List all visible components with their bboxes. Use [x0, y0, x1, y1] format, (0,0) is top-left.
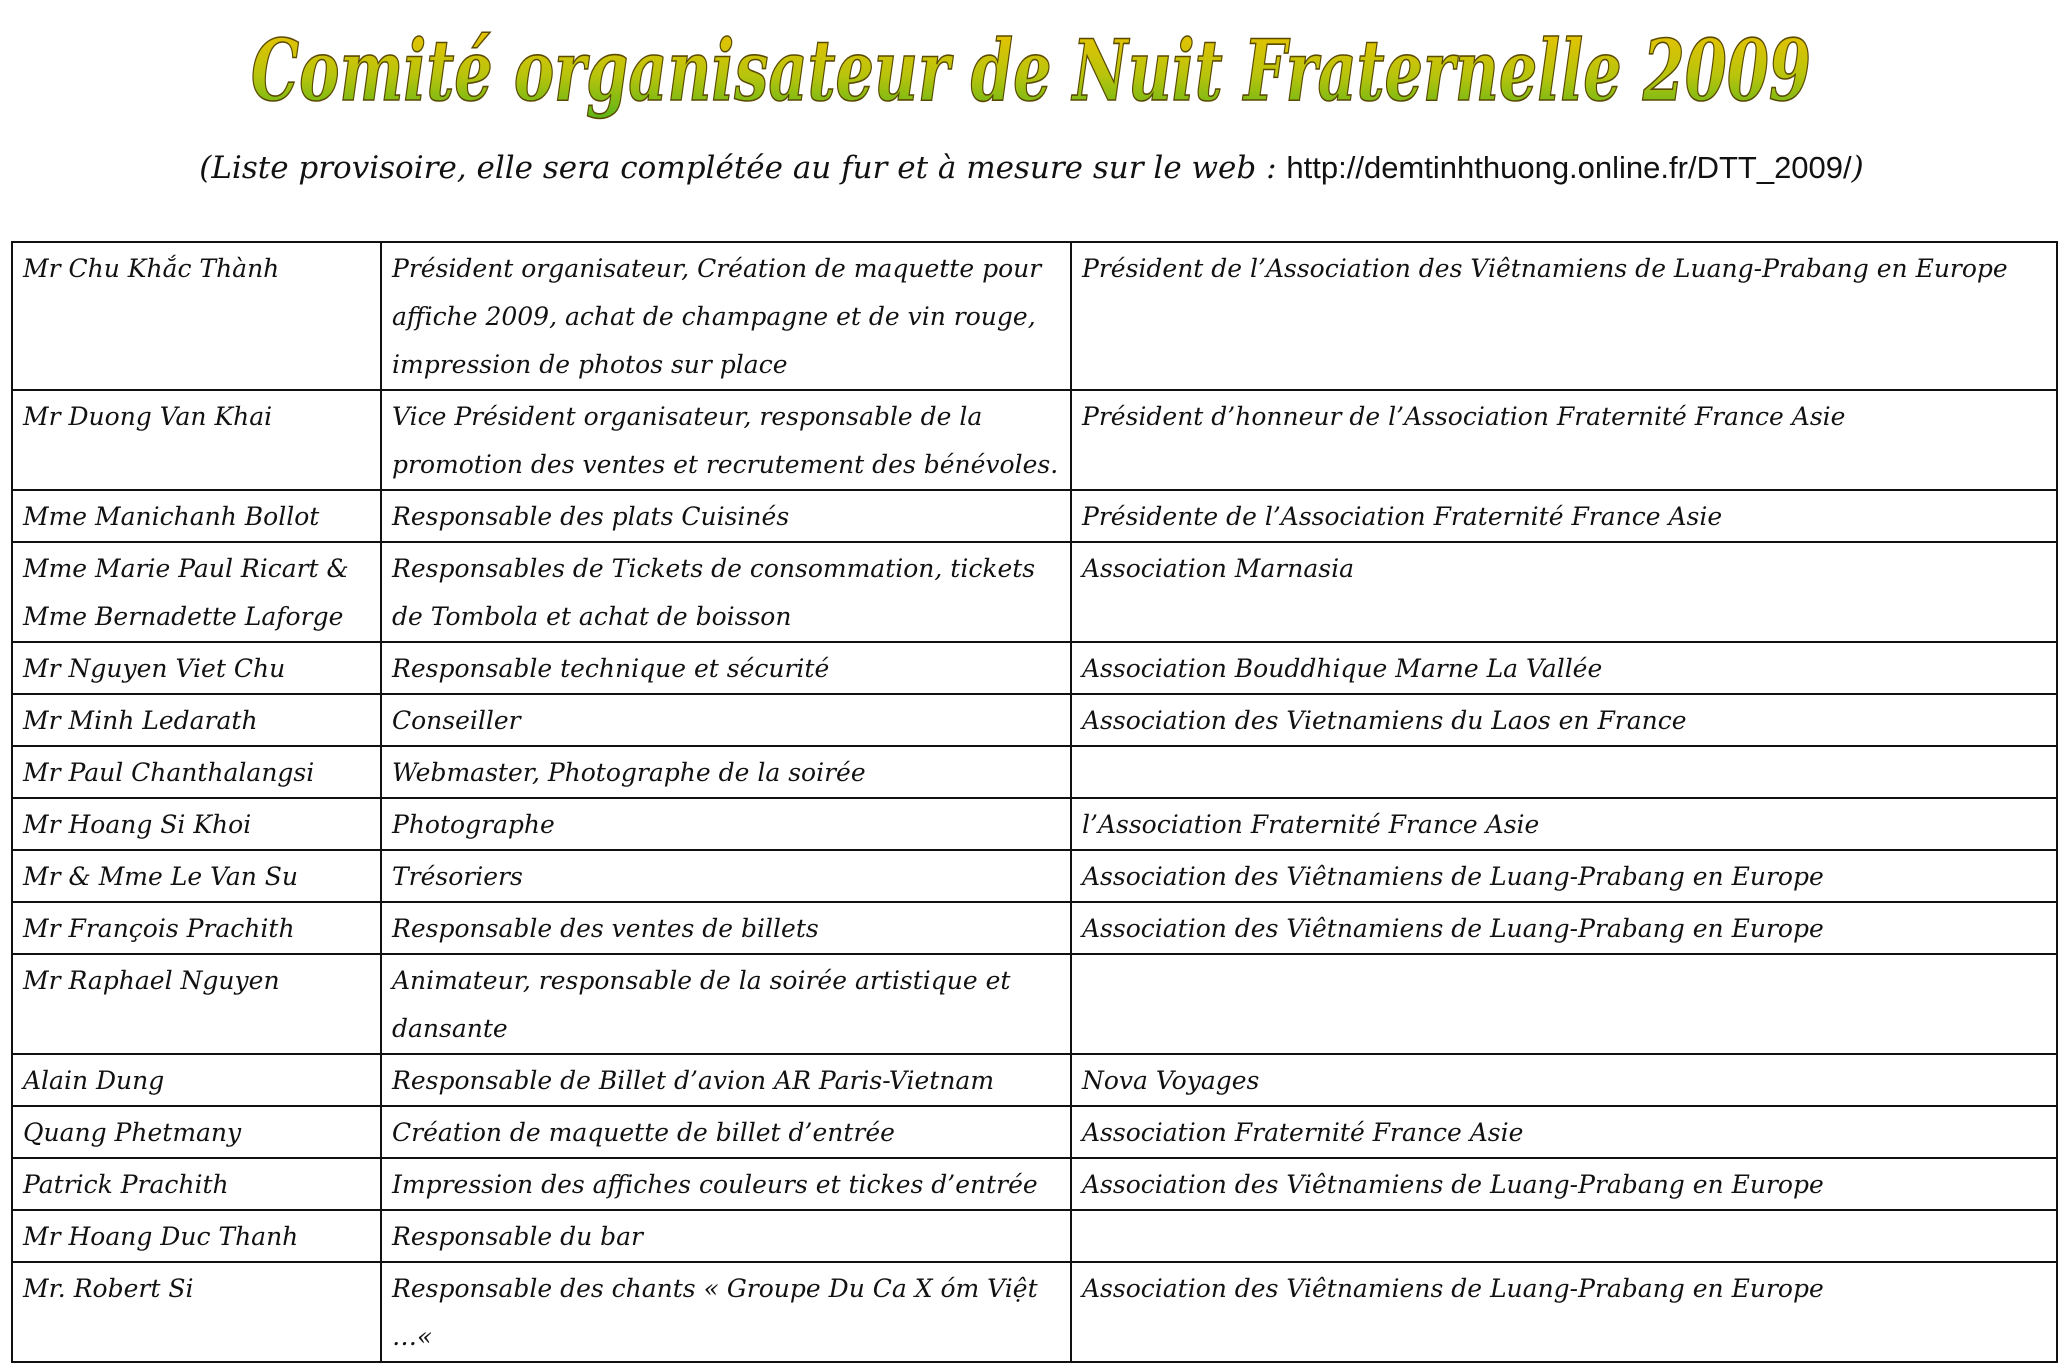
table-row: [12, 746, 2057, 798]
committee-table: [11, 241, 2058, 1363]
member-role: Président organisateur, Création de maquette pour affiche 2009, achat de champagne et de vin rouge, impression de photos sur place: [381, 242, 1071, 390]
member-name: Mr Hoang Duc Thanh: [12, 1210, 381, 1262]
member-name: Alain Dung: [12, 1054, 381, 1106]
member-name: Mr Minh Ledarath: [12, 694, 381, 746]
member-role: Responsables de Tickets de consommation, tickets de Tombola et achat de boisson: [381, 542, 1071, 642]
member-role: Responsable technique et sécurité: [381, 642, 1071, 694]
title-text: Comité organisateur de Nuit Fraternelle 2009: [251, 21, 1811, 120]
table-row: [12, 1054, 2057, 1106]
member-organization: Nova Voyages: [1071, 1054, 2057, 1106]
table-row: [12, 954, 2057, 1054]
member-organization: Président d’honneur de l’Association Fraternité France Asie: [1071, 390, 2057, 490]
member-role: Responsable du bar: [381, 1210, 1071, 1262]
member-role: Webmaster, Photographe de la soirée: [381, 746, 1071, 798]
member-name: Mr Hoang Si Khoi: [12, 798, 381, 850]
table-row: [12, 1158, 2057, 1210]
member-organization: Association Bouddhique Marne La Vallée: [1071, 642, 2057, 694]
table-row: [12, 1106, 2057, 1158]
member-name: Mr Duong Van Khai: [12, 390, 381, 490]
table-row: [12, 1262, 2057, 1362]
member-name: Mr François Prachith: [12, 902, 381, 954]
member-organization: Présidente de l’Association Fraternité France Asie: [1071, 490, 2057, 542]
member-name: Mr Chu Khắc Thành: [12, 242, 381, 390]
member-organization: Association des Viêtnamiens de Luang-Prabang en Europe: [1071, 1158, 2057, 1210]
member-role: Animateur, responsable de la soirée artistique et dansante: [381, 954, 1071, 1054]
member-organization: Association des Vietnamiens du Laos en France: [1071, 694, 2057, 746]
member-organization: Président de l’Association des Viêtnamiens de Luang-Prabang en Europe: [1071, 242, 2057, 390]
table-row: [12, 490, 2057, 542]
document-title: [0, 0, 2063, 135]
member-organization: Association des Viêtnamiens de Luang-Prabang en Europe: [1071, 850, 2057, 902]
member-name: Quang Phetmany: [12, 1106, 381, 1158]
member-organization: l’Association Fraternité France Asie: [1071, 798, 2057, 850]
title-graphic: [0, 0, 2063, 135]
member-organization: [1071, 746, 2057, 798]
member-name: Mr. Robert Si: [12, 1262, 381, 1362]
member-organization: Association des Viêtnamiens de Luang-Prabang en Europe: [1071, 1262, 2057, 1362]
member-role: Vice Président organisateur, responsable de la promotion des ventes et recrutement des bénévoles.: [381, 390, 1071, 490]
member-role: Conseiller: [381, 694, 1071, 746]
member-organization: Association Marnasia: [1071, 542, 2057, 642]
subtitle-url[interactable]: http://demtinhthuong.online.fr/DTT_2009/: [1286, 150, 1852, 185]
member-name: Mr Raphael Nguyen: [12, 954, 381, 1054]
table-row: [12, 642, 2057, 694]
table-row: [12, 1210, 2057, 1262]
table-row: [12, 694, 2057, 746]
member-name: Mr Paul Chanthalangsi: [12, 746, 381, 798]
table-row: [12, 542, 2057, 642]
member-organization: Association Fraternité France Asie: [1071, 1106, 2057, 1158]
member-name: Mr Nguyen Viet Chu: [12, 642, 381, 694]
member-organization: Association des Viêtnamiens de Luang-Prabang en Europe: [1071, 902, 2057, 954]
member-role: Responsable des ventes de billets: [381, 902, 1071, 954]
member-role: Trésoriers: [381, 850, 1071, 902]
subtitle-note: (Liste provisoire, elle sera complétée au fur et à mesure sur le web :: [199, 150, 1287, 186]
member-role: Impression des affiches couleurs et tickes d’entrée: [381, 1158, 1071, 1210]
member-role: Photographe: [381, 798, 1071, 850]
member-name: Mr & Mme Le Van Su: [12, 850, 381, 902]
member-organization: [1071, 954, 2057, 1054]
subtitle-close: ): [1851, 150, 1864, 186]
member-name: Patrick Prachith: [12, 1158, 381, 1210]
member-name: Mme Marie Paul Ricart & Mme Bernadette Laforge: [12, 542, 381, 642]
member-role: Responsable des plats Cuisinés: [381, 490, 1071, 542]
table-row: [12, 850, 2057, 902]
table-row: [12, 798, 2057, 850]
table-row: [12, 242, 2057, 390]
table-row: [12, 902, 2057, 954]
member-role: Création de maquette de billet d’entrée: [381, 1106, 1071, 1158]
member-organization: [1071, 1210, 2057, 1262]
table-row: [12, 390, 2057, 490]
member-role: Responsable de Billet d’avion AR Paris-Vietnam: [381, 1054, 1071, 1106]
member-name: Mme Manichanh Bollot: [12, 490, 381, 542]
member-role: Responsable des chants « Groupe Du Ca X óm Việt …«: [381, 1262, 1071, 1362]
subtitle-line: [0, 150, 2063, 186]
